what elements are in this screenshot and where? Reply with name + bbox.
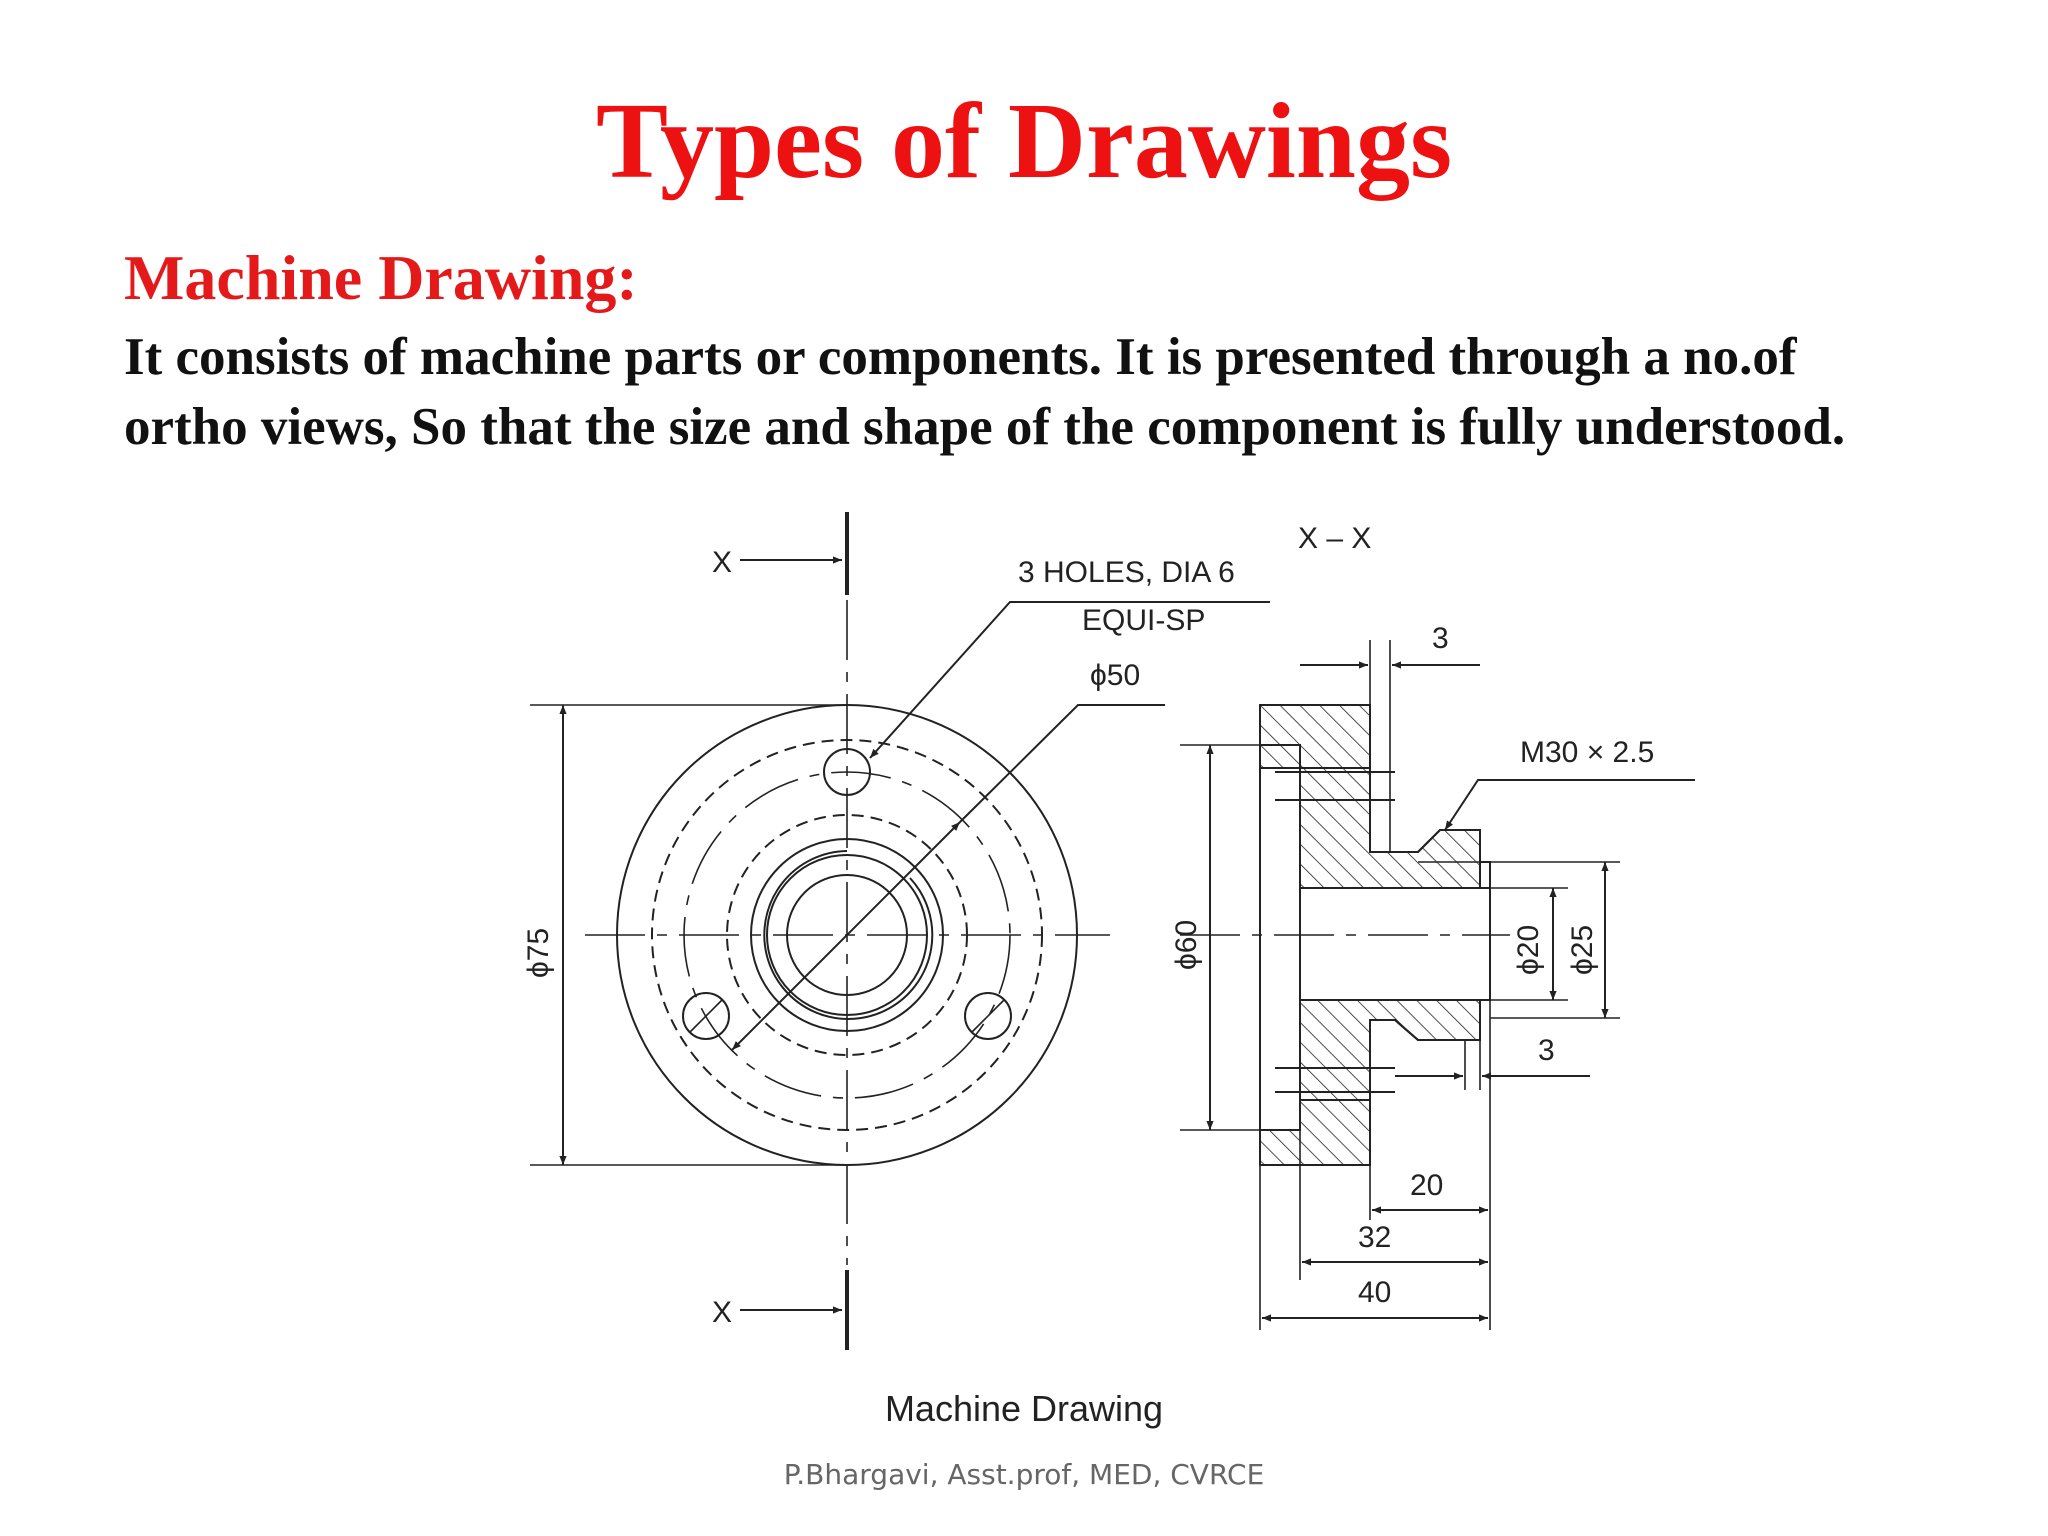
dim-40-label: 40 — [1358, 1276, 1392, 1309]
bore-diameter-label: ϕ20 — [1512, 924, 1545, 975]
spigot-step — [1260, 745, 1300, 1130]
dim-32-label: 32 — [1358, 1221, 1392, 1254]
hatch-flange-bottom — [1260, 1100, 1370, 1165]
thread-leader — [1445, 780, 1695, 830]
dim-20-label: 20 — [1410, 1169, 1444, 1202]
dim-3-top-label: 3 — [1432, 622, 1449, 655]
bolt-hole-right — [965, 993, 1011, 1039]
description-line-1: It consists of machine parts or components. It is presented through a no.of — [124, 328, 1797, 386]
cut-marker-bottom-label: X — [712, 1296, 733, 1329]
bolt-hole-left — [683, 993, 729, 1039]
cut-marker-top-label: X — [712, 546, 733, 579]
boss-diameter-label: ϕ25 — [1566, 924, 1599, 975]
hole-note-leader — [870, 602, 1270, 758]
hatch-flange-top — [1260, 705, 1370, 768]
section-heading: Machine Drawing: — [124, 242, 638, 313]
hole-note-line-2: EQUI-SP — [1082, 604, 1206, 637]
description-line-2: ortho views, So that the size and shape of the component is fully understood. — [124, 398, 1846, 456]
drawing-caption: Machine Drawing — [884, 1388, 1164, 1429]
pcd-dimension-label: ϕ50 — [1090, 659, 1141, 692]
pcd-leader — [960, 705, 1165, 822]
section-title-label: X – X — [1298, 522, 1372, 555]
outer-diameter-label: ϕ75 — [522, 927, 555, 978]
flange-diameter-label: ϕ60 — [1170, 919, 1203, 970]
hole-note-line-1: 3 HOLES, DIA 6 — [1018, 556, 1235, 589]
hatch-flange-lower — [1300, 1000, 1480, 1100]
slide-title: Types of Drawings — [595, 82, 1453, 201]
dim-3-bottom-label: 3 — [1538, 1034, 1555, 1067]
thread-label: M30 × 2.5 — [1520, 736, 1655, 769]
front-view — [530, 512, 1270, 1350]
footer-credit: P.Bhargavi, Asst.prof, MED, CVRCE — [783, 1458, 1265, 1491]
